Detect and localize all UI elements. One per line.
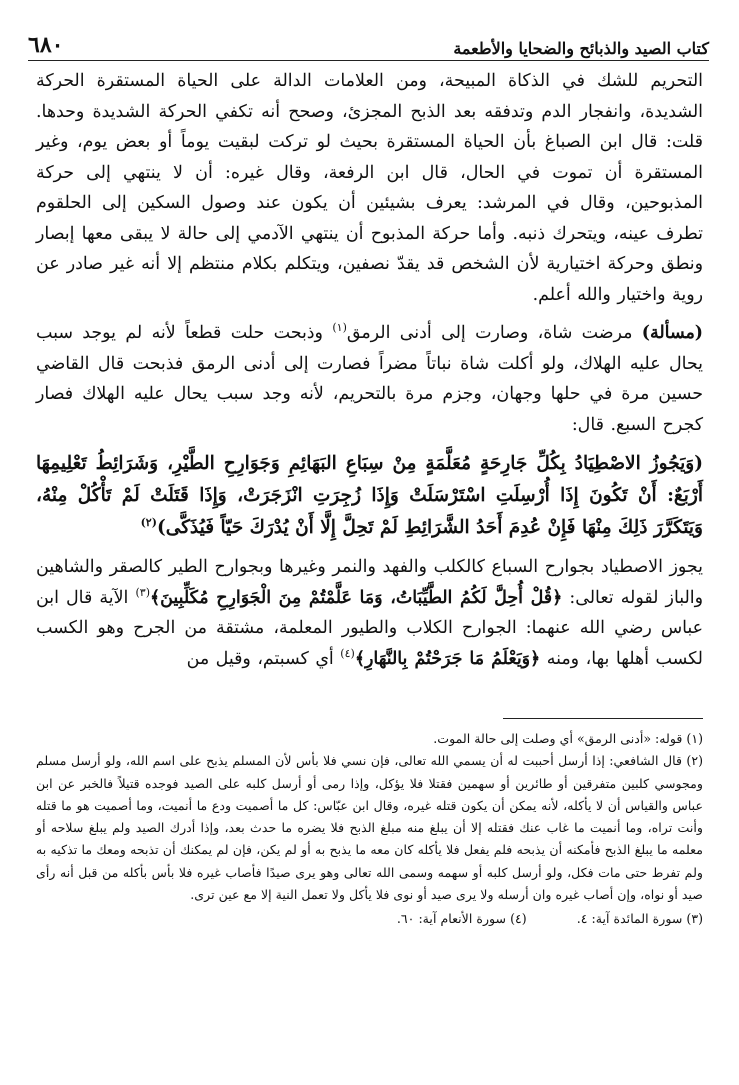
matn-text	[36, 448, 703, 544]
masala-text-a: مرضت شاة، وصارت إلى أدنى الرمق	[346, 323, 633, 343]
footnote-2: (٢) قال الشافعي: إذا أرسل أحببت له أن يسمي الله تعالى، فإن نسي فلا بأس لأن المسلم يذبح على اسم الله، ولو أرسل مسلم ومجوسي كلبين متفرقين أو طائرين أو سهمين فقتلا فلا يؤكل، وإذا رمى أو أرسل كلبه على الصيد فوجده قتيلاً فالخبر عن ابن عباس والقياس أن لا يأكله، لأنه يمكن أن يكون قتله غيره، وقال ابن عبّاس: كل ما أصميت ودع ما أنميت، وما أصميت هو ما قتله وأنت تراه، وما أنميت ما غاب عنك فقتله إلا أن يبلغ منه مبلغ الذبح فلا يضره ما حدث بعد، وإذا أدرك الصيد ولم يبلغ سلاحه أو معلمه ما يبلغ الذبح فأمكنه أن يذبحه فلم يفعل فلا يأكله كان معه ما يذبح به أو لم يكن، فإن لم يمكنك أن تذبحه ومعك ما تذكيه به ولم تفرط حتى مات فكل، ولو أرسل كلبه أو سهمه وسمى الله تعالى وهو يرى صيدًا فأصاب غيره فلا بأس بأكله من قبل أنه رأى صيد أو نواه، وإن أصاب غيره وان أرسله ولا يرى صيد أو نوى فلا يأكل ولا تعمل النية إلا مع عين ترى.	[36, 753, 703, 903]
footnote-divider	[503, 718, 703, 719]
page-number: ٦٨٠	[28, 32, 64, 58]
matn-body: (وَيَجُوزُ الاصْطِيَادُ بِكُلِّ جَارِحَةٍ مُعَلَّمَةٍ مِنْ سِبَاعِ البَهَائِمِ وَجَوَارِحِ الطَّيْرِ، وَشَرَائِطُ تَعْلِيمِهَا أَرْبَعٌ: أَنْ تَكُونَ إِذَا أُرْسِلَتِ اسْتَرْسَلَتْ وَإِذَا زُجِرَتِ انْزَجَرَتْ، وَإِذَا قَتَلَتْ لَمْ تَأْكُلْ مِنْهُ، وَيَتَكَرَّرَ ذَلِكَ مِنْهَا فَإِنْ عُدِمَ أَحَدُ الشَّرَائِطِ لَمْ تَحِلَّ إِلَّا أَنْ يُدْرَكَ حَيّاً فَيُذَكَّى)	[36, 453, 703, 538]
masala-label: (مسألة)	[641, 323, 704, 343]
footnote-1: (١) قوله: «أدنى الرمق» أي وصلت إلى حالة الموت.	[433, 731, 703, 746]
main-text	[36, 66, 703, 674]
paragraph-1: التحريم للشك في الذكاة المبيحة، ومن العلامات الدالة على الحياة المستقرة الحركة الشديدة، وانفجار الدم وتدفقه بعد الذبح المجزئ، وصحح أنه تكفي الحركة الشديدة وحدها. قلت: قال ابن الصباغ بأن الحياة المستقرة بحيث لو تركت لبقيت يوماً أو بعض يوم، وغير المستقرة أن تموت في الحال، قال ابن الرفعة، وقال غيره: أن لا ينتهي إلى حركة المذبوحين، وقال في المرشد: يعرف بشيئين أن يكون عند وصول السكين إلى الحلقوم تطرف عينه، ويتحرك ذنبه. وأما حركة المذبوح أن ينتهي الآدمي إلى حالة لا يبقى معها إبصار ونطق وحركة اختيارية لأن الشخص قد يقدّ نصفين، ويتكلم بكلام منتظم إلا أنه غير صادر عن روية واختيار والله أعلم.	[36, 71, 703, 305]
paragraph-3-part-a: يجوز الاصطياد بجوارح السباع كالكلب والفهد والنمر وغيرها وبجوارح الطير كالصقر والشاهين والباز لقوله تعالى:	[36, 557, 704, 608]
footnote-ref-2: (٢)	[140, 515, 157, 529]
quran-verse-1: ﴿قُلْ أُحِلَّ لَكُمُ الطَّيِّبَاتُ، وَمَا عَلَّمْتُمْ مِنَ الْجَوَارِحِ مُكَلِّبِينَ﴾	[149, 587, 563, 608]
footnotes-3-4	[36, 908, 703, 930]
masala-text-b: وذبحت حلت قطعاً لأنه لم يوجد سبب يحال عليه الهلاك، ولو أكلت شاة نباتاً مضراً فصارت إلى أدنى الرمق فذبحت قال القاضي حسين مرة في حلها وجهان، وجزم مرة بالتحريم، لأنه وجد سبب يحال عليه الهلاك فصار كجرح السبع. قال:	[36, 323, 703, 435]
footnote-ref-3: (٣)	[135, 585, 150, 599]
footnote-ref-1: (١)	[332, 321, 347, 335]
footnote-4: (٤) سورة الأنعام آية: ٦٠.	[396, 911, 527, 927]
paragraph-3-part-c: أي كسبتم، وقيل من	[186, 648, 334, 669]
paragraph-3	[36, 552, 703, 674]
footnote-3: (٣) سورة المائدة آية: ٤.	[576, 911, 703, 927]
masala-paragraph	[36, 318, 703, 440]
footnote-ref-4: (٤)	[340, 646, 355, 660]
quran-verse-2: ﴿وَيَعْلَمُ مَا جَرَحْتُمْ بِالنَّهَارِ﴾	[354, 648, 541, 669]
paragraph-3-part-b: الآية قال ابن عباس رضي الله عنهما: الجوارح الكلاب والطيور المعلمة، مشتقة من الجرح وهو الكسب لكسب أهلها بها، ومنه	[36, 587, 703, 669]
footnotes	[36, 728, 703, 931]
running-title: كتاب الصيد والذبائح والضحايا والأطعمة	[453, 39, 709, 58]
page-header	[28, 30, 709, 61]
